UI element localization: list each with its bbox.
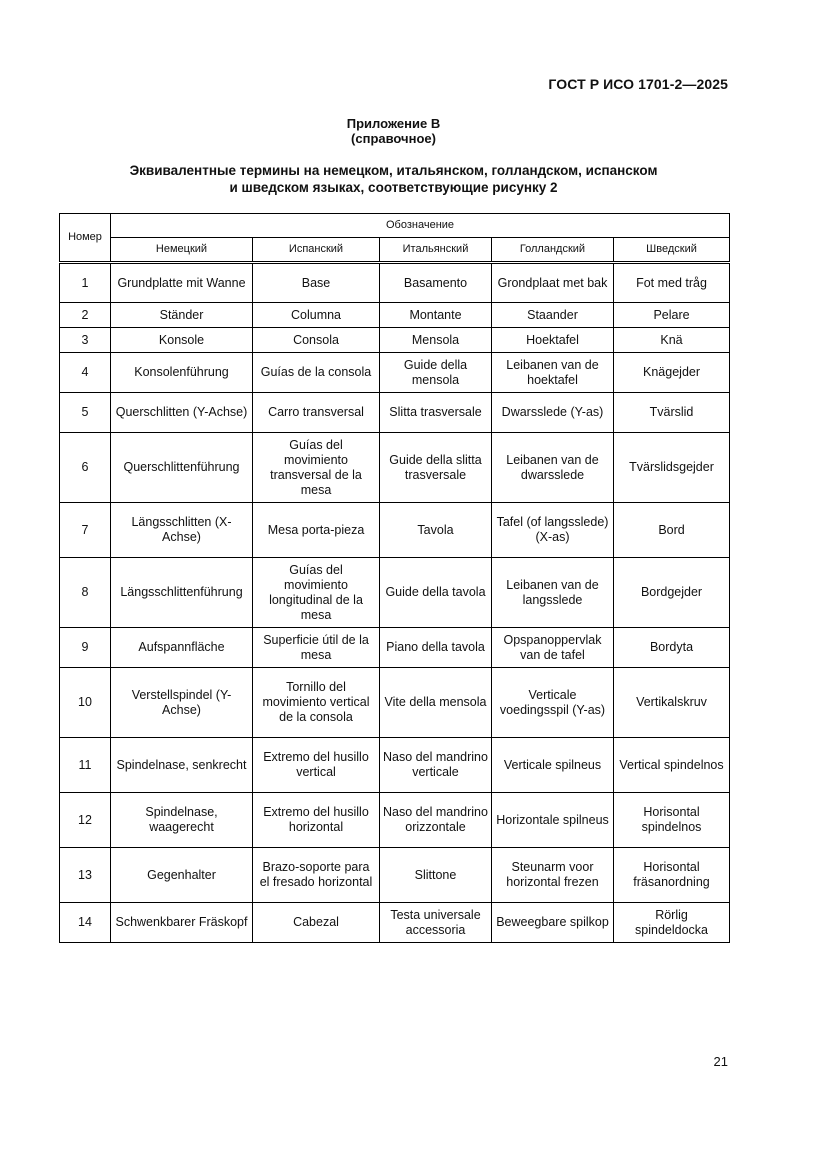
cell-spanish: Consola: [253, 328, 380, 353]
cell-swedish: Horisontal fräsanordning: [614, 848, 730, 903]
cell-dutch: Tafel (of langsslede) (X-as): [492, 503, 614, 558]
cell-number: 10: [60, 668, 111, 738]
cell-swedish: Pelare: [614, 303, 730, 328]
cell-german: Gegenhalter: [111, 848, 253, 903]
table-row: [60, 903, 730, 943]
table-title-line-2: и шведском языках, соответствующие рисунку 2: [229, 180, 558, 195]
cell-italian: Guide della slitta trasversale: [380, 433, 492, 503]
cell-number: 13: [60, 848, 111, 903]
cell-spanish: Brazo-soporte para el fresado horizontal: [253, 848, 380, 903]
cell-german: Verstellspindel (Y-Achse): [111, 668, 253, 738]
table-row: [60, 503, 730, 558]
column-header-number: Номер: [60, 214, 111, 263]
document-code: ГОСТ Р ИСО 1701-2—2025: [548, 76, 728, 92]
cell-spanish: Guías de la consola: [253, 353, 380, 393]
column-header-designation: Обозначение: [111, 214, 730, 238]
table-row: [60, 668, 730, 738]
cell-italian: Slittone: [380, 848, 492, 903]
cell-dutch: Opspanoppervlak van de tafel: [492, 628, 614, 668]
cell-spanish: Tornillo del movimiento vertical de la consola: [253, 668, 380, 738]
table-row: [60, 738, 730, 793]
cell-number: 8: [60, 558, 111, 628]
cell-number: 12: [60, 793, 111, 848]
cell-italian: Mensola: [380, 328, 492, 353]
cell-dutch: Hoektafel: [492, 328, 614, 353]
cell-dutch: Dwarsslede (Y-as): [492, 393, 614, 433]
cell-dutch: Leibanen van de langsslede: [492, 558, 614, 628]
cell-swedish: Bordyta: [614, 628, 730, 668]
cell-dutch: Horizontale spilneus: [492, 793, 614, 848]
table-row: [60, 263, 730, 303]
column-header-dutch: Голландский: [492, 238, 614, 263]
cell-italian: Testa universale accessoria: [380, 903, 492, 943]
column-header-italian: Итальянский: [380, 238, 492, 263]
cell-number: 1: [60, 263, 111, 303]
table-row: [60, 628, 730, 668]
cell-german: Aufspannfläche: [111, 628, 253, 668]
cell-german: Spindelnase, waagerecht: [111, 793, 253, 848]
cell-dutch: Steunarm voor horizontal frezen: [492, 848, 614, 903]
cell-german: Spindelnase, senkrecht: [111, 738, 253, 793]
terms-table: [59, 213, 730, 943]
table-title-line-1: Эквивалентные термины на немецком, итальянском, голландском, испанском: [129, 163, 658, 178]
cell-german: Grundplatte mit Wanne: [111, 263, 253, 303]
cell-italian: Basamento: [380, 263, 492, 303]
cell-dutch: Verticale voedingsspil (Y-as): [492, 668, 614, 738]
cell-german: Konsolenführung: [111, 353, 253, 393]
table-row: [60, 848, 730, 903]
cell-german: Längsschlittenführung: [111, 558, 253, 628]
cell-dutch: Leibanen van de dwarsslede: [492, 433, 614, 503]
cell-dutch: Staander: [492, 303, 614, 328]
cell-number: 14: [60, 903, 111, 943]
cell-italian: Guide della mensola: [380, 353, 492, 393]
cell-swedish: Knägejder: [614, 353, 730, 393]
cell-swedish: Horisontal spindelnos: [614, 793, 730, 848]
cell-italian: Tavola: [380, 503, 492, 558]
table-row: [60, 793, 730, 848]
cell-german: Querschlitten (Y-Achse): [111, 393, 253, 433]
cell-spanish: Superficie útil de la mesa: [253, 628, 380, 668]
cell-spanish: Carro transversal: [253, 393, 380, 433]
cell-swedish: Fot med tråg: [614, 263, 730, 303]
cell-swedish: Bordgejder: [614, 558, 730, 628]
cell-dutch: Grondplaat met bak: [492, 263, 614, 303]
table-row: [60, 328, 730, 353]
table-row: [60, 353, 730, 393]
cell-italian: Naso del mandrino orizzontale: [380, 793, 492, 848]
cell-number: 5: [60, 393, 111, 433]
terms-table-body: [60, 263, 730, 943]
appendix-heading: [0, 116, 787, 146]
cell-dutch: Verticale spilneus: [492, 738, 614, 793]
cell-number: 9: [60, 628, 111, 668]
cell-spanish: Base: [253, 263, 380, 303]
appendix-label: Приложение В: [346, 116, 441, 131]
cell-dutch: Leibanen van de hoektafel: [492, 353, 614, 393]
cell-spanish: Guías del movimiento longitudinal de la mesa: [253, 558, 380, 628]
cell-spanish: Guías del movimiento transversal de la mesa: [253, 433, 380, 503]
cell-italian: Guide della tavola: [380, 558, 492, 628]
cell-swedish: Knä: [614, 328, 730, 353]
cell-spanish: Extremo del husillo horizontal: [253, 793, 380, 848]
table-row: [60, 393, 730, 433]
cell-italian: Piano della tavola: [380, 628, 492, 668]
cell-german: Konsole: [111, 328, 253, 353]
cell-german: Längsschlitten (X-Achse): [111, 503, 253, 558]
cell-spanish: Mesa porta-pieza: [253, 503, 380, 558]
cell-swedish: Vertical spindelnos: [614, 738, 730, 793]
cell-italian: Vite della mensola: [380, 668, 492, 738]
table-row: [60, 433, 730, 503]
column-header-german: Немецкий: [111, 238, 253, 263]
table-title: [0, 162, 787, 196]
cell-german: Querschlittenführung: [111, 433, 253, 503]
cell-swedish: Rörlig spindeldocka: [614, 903, 730, 943]
cell-italian: Naso del mandrino verticale: [380, 738, 492, 793]
table-row: [60, 303, 730, 328]
cell-number: 4: [60, 353, 111, 393]
cell-swedish: Vertikalskruv: [614, 668, 730, 738]
cell-german: Schwenkbarer Fräskopf: [111, 903, 253, 943]
table-row: [60, 558, 730, 628]
cell-spanish: Columna: [253, 303, 380, 328]
cell-dutch: Beweegbare spilkop: [492, 903, 614, 943]
cell-number: 2: [60, 303, 111, 328]
cell-number: 3: [60, 328, 111, 353]
appendix-type: (справочное): [351, 131, 436, 146]
column-header-spanish: Испанский: [253, 238, 380, 263]
column-header-swedish: Шведский: [614, 238, 730, 263]
cell-spanish: Extremo del husillo vertical: [253, 738, 380, 793]
cell-italian: Slitta trasversale: [380, 393, 492, 433]
cell-spanish: Cabezal: [253, 903, 380, 943]
cell-number: 7: [60, 503, 111, 558]
cell-italian: Montante: [380, 303, 492, 328]
cell-swedish: Bord: [614, 503, 730, 558]
cell-swedish: Tvärslid: [614, 393, 730, 433]
page-number: 21: [713, 1054, 728, 1069]
cell-number: 6: [60, 433, 111, 503]
cell-swedish: Tvärslidsgejder: [614, 433, 730, 503]
cell-german: Ständer: [111, 303, 253, 328]
cell-number: 11: [60, 738, 111, 793]
